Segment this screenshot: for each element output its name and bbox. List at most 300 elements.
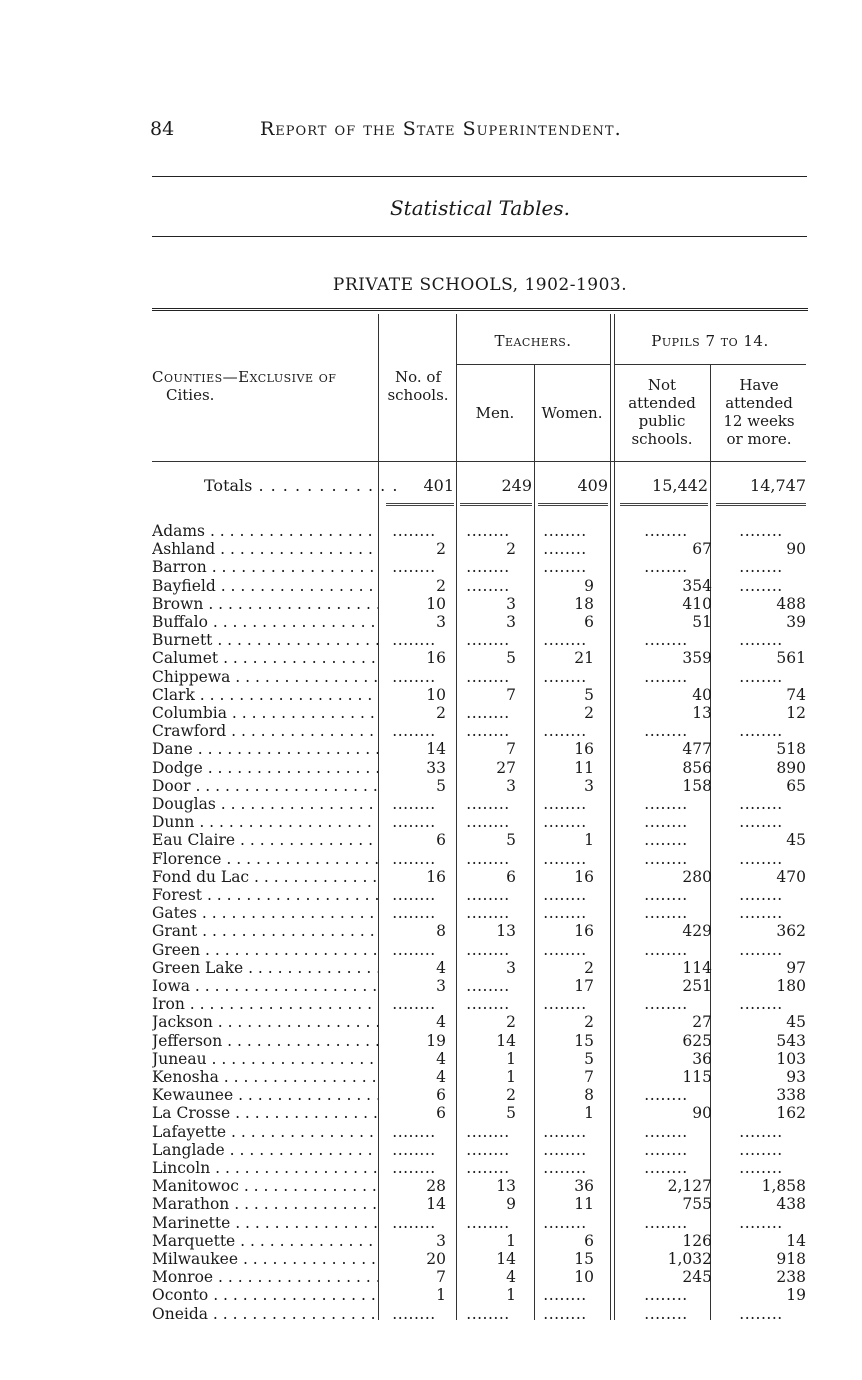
table-row	[150, 1032, 808, 1050]
cell-have-attended	[716, 904, 806, 922]
cell-have-attended	[716, 1305, 806, 1323]
cell-schools: 20	[426, 1250, 446, 1268]
cell-schools	[382, 522, 446, 540]
cell-men	[460, 886, 516, 904]
cell-not-attended: 67	[692, 540, 712, 559]
cell-have-attended: 39	[786, 613, 806, 631]
table-row	[150, 813, 808, 831]
cell-women	[536, 886, 594, 904]
cell-have-attended: 93	[786, 1068, 806, 1086]
table-row	[150, 686, 808, 704]
cell-men: 13	[496, 922, 516, 941]
cell-schools: 3	[436, 613, 446, 631]
cell-men	[460, 522, 516, 540]
private-schools-table	[150, 308, 808, 1323]
county-name: Jackson . . .	[152, 1013, 378, 1031]
cell-schools: 14	[426, 1195, 446, 1214]
totals-underline	[716, 503, 806, 506]
cell-women: 18	[574, 594, 594, 613]
county-name: Marathon . . .	[152, 1195, 378, 1213]
table-row	[150, 1305, 808, 1323]
cell-schools: 5	[436, 776, 446, 795]
cell-not-attended	[620, 795, 712, 813]
cell-have-attended: 438	[776, 1195, 806, 1214]
cell-schools: 16	[426, 649, 446, 668]
cell-women: 11	[574, 758, 594, 777]
county-name: Ashland . . .	[152, 540, 378, 558]
cell-women	[536, 904, 594, 922]
table-row	[150, 1232, 808, 1250]
county-name: Gates . . .	[152, 904, 378, 922]
cell-women	[536, 540, 594, 558]
table-row	[150, 540, 808, 558]
cell-men: 3	[506, 958, 516, 977]
cell-schools	[382, 722, 446, 740]
running-head-title: Report of the State Superintendent.	[260, 118, 622, 140]
cell-women	[536, 631, 594, 649]
county-name: Langlade . . .	[152, 1141, 378, 1159]
cell-not-attended	[620, 558, 712, 576]
cell-have-attended: 162	[776, 1104, 806, 1123]
cell-women	[536, 1286, 594, 1304]
cell-not-attended	[620, 1141, 712, 1159]
cell-not-attended	[620, 1159, 712, 1177]
county-name: Manitowoc . . .	[152, 1177, 378, 1195]
cell-not-attended	[620, 722, 712, 740]
cell-not-attended: 40	[692, 685, 712, 704]
cell-women	[536, 813, 594, 831]
cell-not-attended: 90	[692, 1104, 712, 1123]
cell-men	[460, 722, 516, 740]
section-title: Statistical Tables.	[389, 196, 571, 220]
cell-women	[536, 941, 594, 959]
cell-men: 2	[506, 1013, 516, 1032]
cell-have-attended	[716, 886, 806, 904]
county-name: Oconto . . .	[152, 1286, 378, 1304]
cell-schools	[382, 995, 446, 1013]
table-row	[150, 904, 808, 922]
table-row	[150, 977, 808, 995]
cell-women	[536, 850, 594, 868]
cell-schools: 10	[426, 594, 446, 613]
cell-not-attended: 354	[682, 576, 712, 595]
cell-have-attended	[716, 813, 806, 831]
county-name: Dane . . .	[152, 740, 378, 758]
cell-not-attended: 245	[682, 1268, 712, 1287]
table-row	[150, 1068, 808, 1086]
cell-schools: 1	[436, 1286, 446, 1305]
cell-have-attended	[716, 558, 806, 576]
cell-men: 1	[506, 1231, 516, 1250]
cell-men: 1	[506, 1049, 516, 1068]
cell-not-attended	[620, 1305, 712, 1323]
cell-not-attended	[620, 850, 712, 868]
cell-women	[536, 995, 594, 1013]
county-name: Oneida . . .	[152, 1305, 378, 1323]
table-top-double-rule	[152, 308, 808, 311]
pupils-underline	[614, 364, 806, 365]
table-row	[150, 1104, 808, 1122]
cell-schools: 6	[436, 831, 446, 850]
table-row	[150, 1286, 808, 1304]
county-name: Douglas . . .	[152, 795, 378, 813]
county-name: Burnett . . .	[152, 631, 378, 649]
cell-men	[460, 1141, 516, 1159]
county-name: Iron . . .	[152, 995, 378, 1013]
table-row	[150, 1195, 808, 1213]
cell-have-attended	[716, 1214, 806, 1232]
cell-schools: 19	[426, 1031, 446, 1050]
cell-not-attended: 625	[682, 1031, 712, 1050]
cell-women: 9	[584, 576, 594, 595]
county-name: Lafayette . . .	[152, 1123, 378, 1141]
cell-have-attended: 180	[776, 977, 806, 995]
cell-men	[460, 1123, 516, 1141]
table-row	[150, 704, 808, 722]
cell-schools	[382, 795, 446, 813]
cell-women: 6	[584, 1231, 594, 1250]
cell-schools: 4	[436, 958, 446, 977]
cell-have-attended	[716, 668, 806, 686]
cell-have-attended: 74	[786, 685, 806, 704]
cell-men	[460, 795, 516, 813]
cell-women: 5	[584, 1049, 594, 1068]
cell-men: 2	[506, 540, 516, 559]
cell-women: 11	[574, 1195, 594, 1214]
cell-schools: 10	[426, 685, 446, 704]
cell-schools	[382, 668, 446, 686]
totals-underline	[620, 503, 708, 506]
cell-have-attended	[716, 1159, 806, 1177]
cell-schools: 2	[436, 540, 446, 559]
cell-schools: 3	[436, 977, 446, 995]
cell-schools: 7	[436, 1268, 446, 1287]
women-header: Women.	[541, 404, 603, 422]
cell-women: 7	[584, 1068, 594, 1086]
table-row	[150, 1159, 808, 1177]
cell-have-attended	[716, 850, 806, 868]
table-row	[150, 1123, 808, 1141]
cell-have-attended: 65	[786, 776, 806, 795]
cell-have-attended: 19	[786, 1286, 806, 1305]
cell-schools: 6	[436, 1086, 446, 1105]
cell-men: 27	[496, 758, 516, 777]
table-title: PRIVATE SCHOOLS, 1902-1903.	[332, 275, 628, 295]
cell-men: 7	[506, 740, 516, 759]
cell-have-attended: 45	[786, 831, 806, 850]
cell-women	[536, 558, 594, 576]
county-name: Marquette . . .	[152, 1232, 378, 1250]
cell-women: 1	[584, 831, 594, 850]
cell-women: 2	[584, 1013, 594, 1032]
cell-not-attended: 158	[682, 776, 712, 795]
cell-women: 36	[574, 1177, 594, 1196]
county-name: Crawford . . .	[152, 722, 378, 740]
table-row	[150, 868, 808, 886]
table-row	[150, 759, 808, 777]
table-row	[150, 595, 808, 613]
cell-schools: 28	[426, 1177, 446, 1196]
cell-men	[460, 941, 516, 959]
cell-women	[536, 1123, 594, 1141]
schools-header: No. of schools.	[387, 368, 449, 404]
cell-not-attended: 251	[682, 977, 712, 995]
cell-schools: 14	[426, 740, 446, 759]
cell-have-attended	[716, 1123, 806, 1141]
cell-have-attended: 362	[776, 922, 806, 941]
cell-not-attended	[620, 886, 712, 904]
not-attended-header: Not attended public schools.	[628, 376, 696, 448]
cell-women	[536, 795, 594, 813]
cell-schools: 33	[426, 758, 446, 777]
county-name: Brown . . .	[152, 595, 378, 613]
cell-men	[460, 1305, 516, 1323]
table-row	[150, 922, 808, 940]
table-row	[150, 740, 808, 758]
cell-not-attended	[620, 1123, 712, 1141]
county-name: Buffalo . . .	[152, 613, 378, 631]
cell-women	[536, 1141, 594, 1159]
table-row	[150, 941, 808, 959]
cell-women: 2	[584, 704, 594, 722]
cell-men	[460, 1214, 516, 1232]
cell-not-attended	[620, 631, 712, 649]
cell-have-attended: 12	[786, 704, 806, 722]
cell-men: 2	[506, 1086, 516, 1105]
totals-schools: 401	[423, 476, 454, 495]
cell-women	[536, 722, 594, 740]
cell-have-attended: 543	[776, 1031, 806, 1050]
cell-men	[460, 904, 516, 922]
county-name: Lincoln . . .	[152, 1159, 378, 1177]
cell-schools: 2	[436, 704, 446, 722]
totals-label: Totals . . . . . . . . . . . .	[204, 476, 399, 495]
cell-schools: 8	[436, 922, 446, 941]
county-name: Eau Claire . . .	[152, 831, 378, 849]
cell-have-attended: 890	[776, 758, 806, 777]
cell-women: 10	[574, 1268, 594, 1287]
table-row	[150, 613, 808, 631]
table-row	[150, 522, 808, 540]
cell-women: 3	[584, 776, 594, 795]
totals-not-attended: 15,442	[652, 476, 708, 495]
cell-women: 21	[574, 649, 594, 668]
county-name: Green Lake . . .	[152, 959, 378, 977]
cell-schools	[382, 886, 446, 904]
cell-not-attended	[620, 941, 712, 959]
totals-men: 249	[501, 476, 532, 495]
cell-women: 5	[584, 685, 594, 704]
cell-schools	[382, 631, 446, 649]
cell-schools: 16	[426, 867, 446, 886]
cell-not-attended: 755	[682, 1195, 712, 1214]
cell-not-attended: 280	[682, 867, 712, 886]
cell-have-attended: 90	[786, 540, 806, 559]
cell-not-attended: 126	[682, 1231, 712, 1250]
cell-schools: 4	[436, 1068, 446, 1086]
cell-schools: 4	[436, 1013, 446, 1032]
cell-schools	[382, 1123, 446, 1141]
county-name: Chippewa . . .	[152, 668, 378, 686]
cell-women: 8	[584, 1086, 594, 1105]
cell-have-attended: 238	[776, 1268, 806, 1287]
table-row	[150, 795, 808, 813]
cell-men: 9	[506, 1195, 516, 1214]
cell-schools: 4	[436, 1049, 446, 1068]
cell-have-attended: 488	[776, 594, 806, 613]
county-name: Bayfield . . .	[152, 577, 378, 595]
table-row	[150, 1050, 808, 1068]
cell-women	[536, 1159, 594, 1177]
cell-not-attended: 410	[682, 594, 712, 613]
cell-not-attended: 2,127	[667, 1177, 712, 1196]
cell-men: 1	[506, 1068, 516, 1086]
cell-not-attended	[620, 522, 712, 540]
cell-schools	[382, 1141, 446, 1159]
cell-women: 15	[574, 1250, 594, 1268]
totals-underline	[460, 503, 532, 506]
cell-men	[460, 977, 516, 995]
cell-men	[460, 1159, 516, 1177]
cell-men: 14	[496, 1031, 516, 1050]
cell-not-attended: 359	[682, 649, 712, 668]
cell-women: 2	[584, 958, 594, 977]
table-row	[150, 1214, 808, 1232]
totals-underline	[386, 503, 454, 506]
county-name: Door . . .	[152, 777, 378, 795]
cell-men: 3	[506, 776, 516, 795]
cell-schools	[382, 941, 446, 959]
cell-men: 13	[496, 1177, 516, 1196]
cell-men: 6	[506, 867, 516, 886]
cell-women	[536, 1214, 594, 1232]
teachers-header: Teachers.	[494, 332, 572, 350]
cell-have-attended	[716, 522, 806, 540]
cell-women	[536, 1305, 594, 1323]
cell-have-attended: 518	[776, 740, 806, 759]
county-name: Forest . . .	[152, 886, 378, 904]
cell-women	[536, 668, 594, 686]
header-bottom-rule	[152, 461, 806, 462]
county-name: Monroe . . .	[152, 1268, 378, 1286]
cell-schools: 6	[436, 1104, 446, 1123]
county-name: Marinette . . .	[152, 1214, 378, 1232]
cell-men: 5	[506, 831, 516, 850]
county-name: Juneau . . .	[152, 1050, 378, 1068]
cell-have-attended	[716, 577, 806, 595]
cell-men	[460, 558, 516, 576]
county-header: Counties—Exclusive of Cities.	[152, 368, 337, 404]
table-row	[150, 1250, 808, 1268]
totals-underline	[538, 503, 608, 506]
table-row	[150, 558, 808, 576]
cell-have-attended: 470	[776, 867, 806, 886]
county-name: Kenosha . . .	[152, 1068, 378, 1086]
cell-men: 7	[506, 685, 516, 704]
cell-have-attended: 338	[776, 1086, 806, 1105]
table-row	[150, 1268, 808, 1286]
county-name: La Crosse . . .	[152, 1104, 378, 1122]
cell-not-attended	[620, 1286, 712, 1304]
cell-men: 3	[506, 613, 516, 631]
section-rule	[152, 236, 807, 237]
county-name: Fond du Lac . . .	[152, 868, 378, 886]
table-row	[150, 1086, 808, 1104]
teachers-underline	[456, 364, 610, 365]
cell-women: 15	[574, 1031, 594, 1050]
cell-men	[460, 813, 516, 831]
cell-schools	[382, 813, 446, 831]
cell-have-attended: 14	[786, 1231, 806, 1250]
cell-have-attended: 97	[786, 958, 806, 977]
table-row	[150, 1013, 808, 1031]
county-name: Grant . . .	[152, 922, 378, 940]
county-name: Kewaunee . . .	[152, 1086, 378, 1104]
cell-not-attended: 27	[692, 1013, 712, 1032]
cell-have-attended	[716, 795, 806, 813]
table-row	[150, 649, 808, 667]
county-name: Milwaukee . . .	[152, 1250, 378, 1268]
cell-women: 16	[574, 740, 594, 759]
table-row	[150, 1177, 808, 1195]
table-row	[150, 850, 808, 868]
cell-not-attended	[620, 831, 712, 849]
cell-schools: 2	[436, 576, 446, 595]
table-row	[150, 1141, 808, 1159]
cell-not-attended	[620, 813, 712, 831]
cell-women: 6	[584, 613, 594, 631]
cell-have-attended	[716, 941, 806, 959]
county-name: Columbia . . .	[152, 704, 378, 722]
county-name: Dodge . . .	[152, 759, 378, 777]
page-number: 84	[150, 118, 175, 140]
cell-men	[460, 668, 516, 686]
table-row	[150, 668, 808, 686]
cell-schools	[382, 1159, 446, 1177]
cell-not-attended: 429	[682, 922, 712, 941]
totals-have-attended: 14,747	[750, 476, 806, 495]
county-name: Jefferson . . .	[152, 1032, 378, 1050]
cell-have-attended: 918	[776, 1250, 806, 1268]
cell-not-attended: 36	[692, 1049, 712, 1068]
county-name: Florence . . .	[152, 850, 378, 868]
cell-not-attended: 856	[682, 758, 712, 777]
cell-have-attended: 1,858	[761, 1177, 806, 1196]
cell-not-attended: 114	[682, 958, 712, 977]
cell-have-attended: 45	[786, 1013, 806, 1032]
table-row	[150, 886, 808, 904]
cell-schools	[382, 558, 446, 576]
cell-have-attended	[716, 631, 806, 649]
table-row	[150, 777, 808, 795]
cell-schools	[382, 1214, 446, 1232]
cell-men	[460, 850, 516, 868]
cell-not-attended	[620, 668, 712, 686]
cell-men	[460, 577, 516, 595]
cell-not-attended: 51	[692, 613, 712, 631]
cell-schools	[382, 1305, 446, 1323]
cell-men: 4	[506, 1268, 516, 1287]
table-row	[150, 722, 808, 740]
cell-not-attended: 115	[682, 1068, 712, 1086]
cell-have-attended: 561	[776, 649, 806, 668]
cell-women: 17	[574, 977, 594, 995]
cell-men: 5	[506, 649, 516, 668]
county-name: Green . . .	[152, 941, 378, 959]
cell-not-attended	[620, 1214, 712, 1232]
cell-women: 16	[574, 867, 594, 886]
cell-not-attended: 477	[682, 740, 712, 759]
